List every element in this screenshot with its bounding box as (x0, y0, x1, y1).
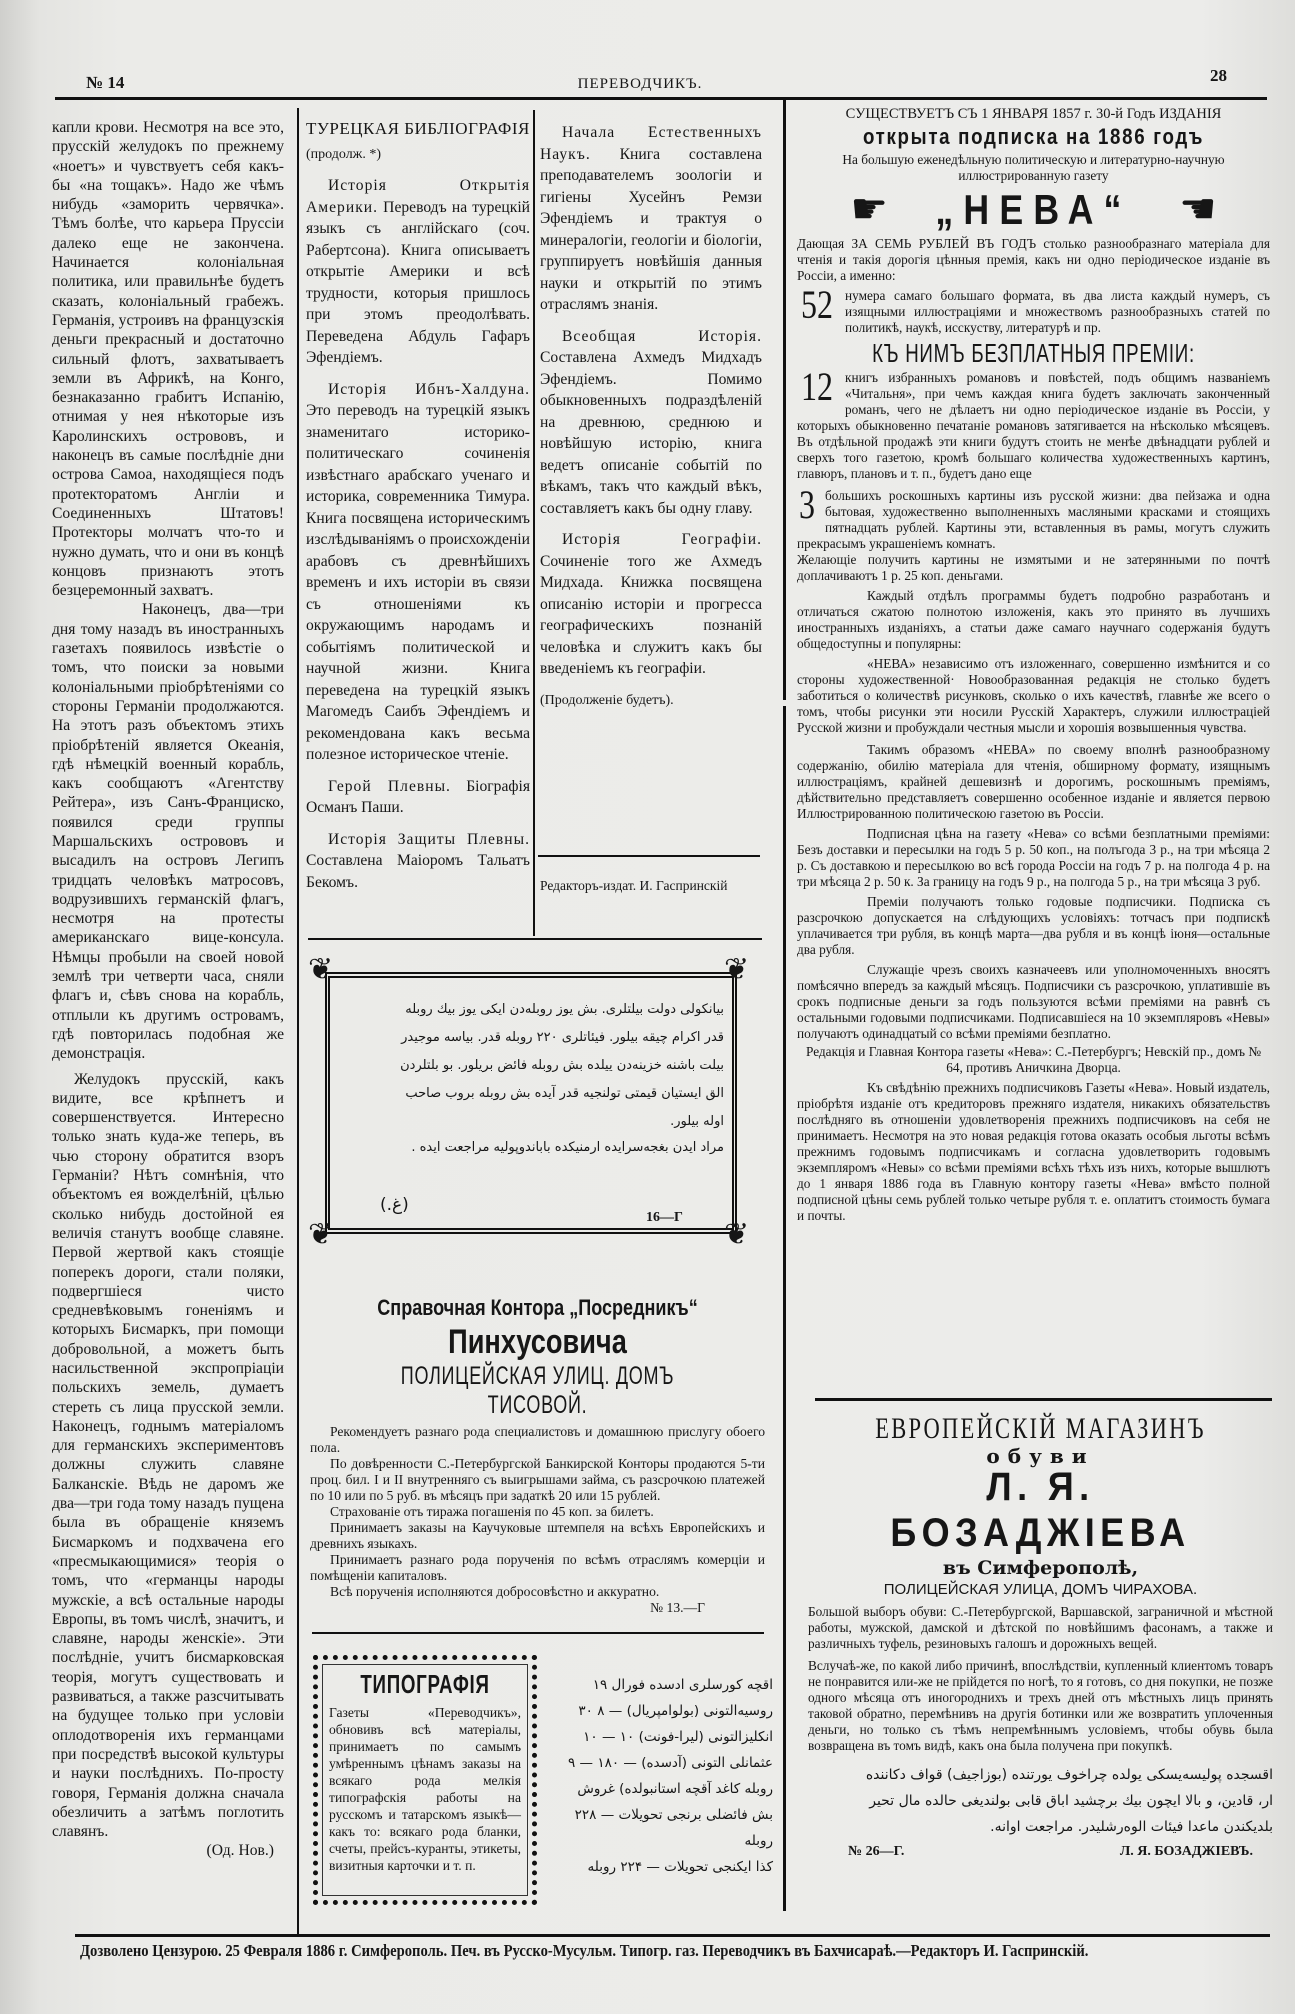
neva-intro: Дающая ЗА СЕМЬ РУБЛЕЙ ВЪ ГОДЪ столько разнообразнаго матеріала для чтенія и такія дорогія цѣнныя премія, какъ ни одно періодическое изданіе въ Россіи, а именно: (797, 236, 1270, 283)
bib-entry-title: Начала Естественныхъ Наукъ. (540, 124, 762, 163)
article-source: (Од. Нов.) (206, 1842, 274, 1860)
bib-entry-text: Это переводъ на турецкій языкъ знаменитаго историко-политическаго сочиненія извѣстнаго арабскаго ученаго и историка, современника Тимура. Книга посвящена историческимъ изслѣдываніямъ о происхожденіи арабовъ съ древнѣйшихъ временъ и ихъ исторіи въ связи съ отношеніями къ окружающимъ народамъ и событіямъ политической и научной жизни. Книга переведена на турецкій языкъ Магомедъ Саибъ Эфендіемъ и рекомендована какъ весьма полезное историческое чтеніе. (306, 402, 530, 763)
neva-premiums-title: КЪ НИМЪ БЕЗПЛАТНЫЯ ПРЕМІИ: (872, 338, 1195, 368)
neva-item: нумера самаго большаго формата, въ два листа каждый нумеръ, съ изящными иллюстраціями и множествомъ разнообразныхъ статей по политикѣ, наукѣ, исскуству, литературѣ и пр. (845, 288, 1270, 335)
sprav-heading: Справочная Контора „Посредникъ“ (377, 1295, 698, 1320)
bib-entry-text: Составлена Маіоромъ Тальатъ Бекомъ. (306, 852, 530, 891)
bib-entry-text: Составлена Ахмедъ Мидхадъ Эфендіемъ. Помимо обыкновенныхъ подраздѣленій на древнюю, среднюю и новѣйшую исторію, книга ведетъ описаніе событій по вѣкамъ, такъ что каждый вѣкъ, составляетъ какъ бы одну главу. (540, 349, 762, 517)
bibliography-col-b (540, 122, 762, 721)
shoe-ad-address: ПОЛИЦЕЙСКАЯ УЛИЦА, ДОМЪ ЧИРАХОВА. (883, 1581, 1198, 1598)
column-divider (533, 110, 535, 936)
section-rule (308, 938, 762, 940)
shoe-ad-paragraph: Большой выборъ обуви: С.-Петербургской, Варшавской, заграничной и мѣстной работы, мужской, дамской и дѣтской по новѣйшимъ фасонамъ, а также и различныхъ туфель, резиновыхъ галошъ и дорожныхъ вещей. (808, 1604, 1273, 1651)
corner-ornament-icon: ❦ (308, 953, 334, 986)
bib-entry (540, 122, 762, 316)
shoe-ad-heading: ЕВРОПЕЙСКІЙ МАГАЗИНЪ (875, 1412, 1206, 1445)
shoe-ad-paragraph: Вслучаѣ-же, по какой либо причинѣ, впослѣдствіи, купленный клиентомъ товаръ не понравится или-же не прійдется по ногѣ, то я готовъ, со дня покупки, не позже одного мѣсяца отъ иногороднихъ и трехъ дней отъ мѣстныхъ лицъ принять таковой обратно, перемѣнивъ на другія ботинки или же возвратить уплоченныя деньги, но только съ тѣмъ непремѣннымъ условіемъ, чтобы обувь была возвращена въ томъ видѣ, какъ она была получена при покупкѣ. (808, 1658, 1273, 1753)
neva-since: СУЩЕСТВУЕТЪ СЪ 1 ЯНВАРЯ 1857 г. 30-й Годъ ИЗДАНІЯ (845, 106, 1222, 122)
neva-paragraph: Служащіе чрезъ своихъ казначеевъ или уполномоченныхъ вносятъ помѣсячно впередъ за каждый мѣсяцъ. Подписчики съ разсрочкою, уплатившіе въ срокъ подписные деньги за годъ пользуются всѣми преміями на равнѣ съ остальными годовыми подписчиками. Подписавшіеся на 10 экземпляровъ «Невы» получаютъ одинадцатый со всѣми преміями безплатно. (797, 962, 1270, 1041)
rate-line: بش فائضلی برنجی تحویلات — ۲۲۸ روبله (574, 1807, 773, 1849)
sprav-ad (310, 1295, 765, 1616)
section-rule (815, 1398, 1272, 1401)
bib-entry-title: Исторія Открытія Америки. (306, 177, 530, 216)
bib-entry (306, 175, 530, 369)
continued-note: (Продолженіе будетъ). (540, 692, 674, 708)
ad-code: № 13.—Г (650, 1600, 705, 1615)
sprav-paragraph: Принимаетъ разнаго рода порученія по всѣмъ отраслямъ комерціи и помѣщеніи капиталовъ. (310, 1552, 765, 1583)
rate-line: كذا ایكنجی تحویلات — ۲۲۴ روبله (587, 1859, 773, 1875)
neva-headline: открыта подписка на 1886 годъ (862, 124, 1205, 149)
corner-ornament-icon: ❦ (724, 1218, 750, 1251)
bibliography-subtitle: (продолж. *) (306, 146, 382, 162)
rate-line: روبله كاغد آقچه استانبولده) غروش (577, 1781, 773, 1797)
bibliography-title: ТУРЕЦКАЯ БИБЛІОГРАФІЯ (306, 119, 530, 138)
rate-line: اقچه كورسلری ادسده فورال ۱۹ (592, 1677, 773, 1693)
header-rule (55, 97, 1267, 100)
exchange-rates (548, 1672, 773, 1880)
rate-line: انكلیزالتونی (لیرا-فونت) ۱۰ — ۱۰ (583, 1729, 773, 1745)
typography-title: ТИПОГРАФІЯ (360, 1669, 490, 1699)
shoe-ad-name: Л. Я. БОЗАДЖІЕВА (890, 1465, 1191, 1555)
footer-rule (75, 1934, 1270, 1937)
bib-entry (306, 379, 530, 766)
sprav-paragraph: Принимаетъ заказы на Каучуковые штемпеля на всѣхъ Европейскихъ и древнихъ языкахъ. (310, 1520, 765, 1551)
issue-number: № 14 (86, 73, 125, 92)
arabic-line: ار، قادین، و بالا ایچون بیك برچشید اباق قابی بولندیغی حالده مال تحیر (869, 1793, 1273, 1809)
article-paragraph: Наконецъ, два—три дня тому назадъ въ иностранныхъ газетахъ появилось извѣстіе о томъ, что поиски за новыми колоніальными пріобрѣтеніями со стороны Германіи продолжаются. На этотъ разъ объектомъ этихъ пріобрѣтеній является Океанія, гдѣ нѣмецкій военный корабль, какъ сообщаютъ «Агентству Рейтера», изъ Санъ-Франциско, появился среди группы Маршальскихъ острововъ и высадилъ на островъ Легипъ тридцать человѣкъ матросовъ, водрузившихъ германскій флагъ, несмотря на протесты американскаго вице-консула. Нѣмцы пробыли на своей новой землѣ три четверти часа, сняли флагъ и, сѣвъ снова на корабль, отплыли къ другимъ островамъ, гдѣ повторилась подобная же демонстрація. (52, 601, 284, 1063)
rate-line: عثمانلی التونی (آدسده) — ۱۸۰ — ۹ (567, 1755, 773, 1771)
bib-entry-text: Сочиненіе того же Ахмедъ Мидхада. Книжка посвящена описанію исторіи и прогресса географическихъ познаній человѣка и служитъ какъ бы введеніемъ къ географіи. (540, 552, 762, 677)
neva-paragraph: Подписная цѣна на газету «Нева» со всѣми безплатными преміями: Безъ доставки и пересылки на годъ 5 р. 50 коп., на полъгода 3 р., на три мѣсяца 2 р. Съ доставкою и пересылкою во всѣ города Россіи на годъ 7 р. на полгода 4 р. на три мѣсяца 2 р. 50 к. За границу на годъ 9 р., на полгода 5 р., на три мѣсяца 3 руб. (797, 826, 1270, 889)
bib-entry-text: Переводъ на турецкій языкъ съ англійскаго (соч. Рабертсона). Книга описываетъ открытіе Америки и всѣ трудности, которыя пришлось при этомъ преодолѣвать. Переведена Абдуль Гафаръ Эфендіемъ. (306, 198, 530, 366)
bib-entry-title: Исторія Ибнъ-Халдуна. (328, 380, 530, 398)
ad-line: مراد ایدن بغجه‌سرایده ارمنیكده باباندوپولیه مراجعت ایده . (411, 1140, 724, 1155)
corner-ornament-icon: ❦ (308, 1218, 334, 1251)
sprav-name: Пинхусовича (448, 1323, 627, 1361)
lottery-ad-initials: (غ.) (380, 1195, 409, 1215)
sprav-paragraph: По довѣренности С.-Петербургской Банкирской Конторы продаются 5-ти проц. бил. I и II внутренняго съ выигрышами займа, съ разсрочкою платежей по 10 или по 5 руб. въ мѣсяцъ при задаткѣ 20 или 15 рублей. (310, 1456, 765, 1503)
rate-line: روسیه‌التونی (بولوامپریال) — ۸ ۳۰ (578, 1703, 773, 1719)
neva-subheadline: На большую еженедѣльную политическую и литературно-научную иллюстрированную газету (842, 152, 1225, 183)
ad-line: بیلت باشنه خزینه‌دن ییلده بش روبله فائض بریلور. بو بلتلردن (400, 1058, 724, 1073)
neva-count: 3 (799, 482, 815, 527)
ad-code: № 26—Г. (848, 1844, 905, 1859)
corner-ornament-icon: ❦ (724, 953, 750, 986)
neva-notice: Къ свѣдѣнію прежнихъ подписчиковъ Газеты «Нева». Новый издатель, пріобрѣтя изданіе отъ кредиторовъ прежняго издателя, никакихъ обязательствъ послѣдняго въ отношеніи удовлетворенія прежнихъ подписчиковъ на себя не принимаетъ. Несмотря на это новая редакція готова оказать особыя льготы всѣмъ прежнимъ годовымъ подписчикамъ и согласна удовлетворить годовымъ экземпляромъ «Невы» со всѣми преміями всѣхъ тѣхъ изъ нихъ, которые вышлютъ до 1 января 1886 года въ Главную контору газеты «Нева» вмѣсто полной подписной цѣны семь рублей только четыре рубля т. е. оплатитъ стоимость бумага и почты. (797, 1080, 1270, 1223)
bib-entry-title: Исторія Защиты Плевны. (328, 830, 530, 848)
section-rule (538, 855, 760, 857)
neva-count: 52 (801, 282, 833, 327)
lottery-ad-text (338, 996, 724, 1160)
bib-entry (306, 829, 530, 894)
arabic-line: بلدیكندن ماعدا فیئات الوەرشلیدر. مراجعت اوانه. (990, 1819, 1273, 1835)
bib-entry-text: Біографія Османъ Паши. (306, 777, 530, 816)
sprav-paragraph: Всѣ порученія исполняются добросовѣстно и аккуратно. (330, 1584, 660, 1599)
bib-entry-title: Исторія Географіи. (562, 531, 762, 548)
shoe-ad-subheading: обуви (986, 1444, 1095, 1468)
bib-entry (540, 326, 762, 520)
article-german-colonial (52, 118, 284, 1918)
section-rule (312, 1632, 764, 1634)
sprav-paragraph: Страхованіе отъ тиража погашенія по 45 коп. за билетъ. (330, 1504, 654, 1519)
ad-line: بیانكولی دولت بیلتلری. بش یوز روبله‌دن ایكی یوز بیك روبله (405, 1002, 724, 1017)
article-paragraph: Желудокъ прусскій, какъ видите, все крѣпнетъ и совершенствуется. Интересно только знать куда-же теперь, въ чью сторону обратится взоръ Германіи? Нѣтъ сомнѣнія, что объектомъ ея вожделѣній, цѣлью сколько нибудь достойной ея величія станутъ вообще славяне. Первой жертвой какъ стоящіе поперекъ дороги, стали поляки, подвергшіеся чисто средневѣковымъ гоненіямъ и которыхъ Бисмаркъ, при помощи добровольной, а можетъ быть насильственной экспропріаціи польскихъ земель, думаетъ стереть съ лица прусской земли. Наконецъ, годнымъ матеріаломъ для германскихъ экспериментовъ должны служить славяне Балканскіе. Вѣдь не даромъ же два—три года тому назадъ пущена была въ обращеніе княземъ Бисмаркомъ и подхвачена его «пресмыкающимися» теорія о томъ, что «германцы народы мужскіе, а всѣ остальные народы Европы, въ томъ числѣ, значитъ, и славяне, народы женскіе». Эти послѣдніе, учитъ бисмарковская теорія, могутъ существовать и развиваться, а также разсчитывать на будущее только при условіи оплодотворенія ихъ германцами при посредствѣ высокой культуры и науки послѣднихъ. По-просту говоря, Германія должна сначала обезличить а затѣмъ поглотить славянъ. (52, 1070, 284, 1841)
bib-entry (306, 776, 530, 819)
neva-paragraph: Желающіе получить картины не измятыми и не затерянными по почтѣ доплачиваютъ 1 р. 25 коп. деньгами. (797, 552, 1270, 583)
pointing-hand-right-icon: ☛ (850, 187, 889, 233)
article-paragraph: капли крови. Несмотря на все это, прусскій желудокъ по прежнему «ноетъ» и чувствуетъ себя какъ-бы «на тощакъ». Надо же чѣмъ нибудь «заморить червячка». Тѣмъ болѣе, что карьера Пруссіи далеко еще не закончена. Начинается колоніальная политика, или правильнѣе будетъ сказать, колоніальный грабежъ. Германія, устроивъ на французскія деньги прекрасный и достаточно сильный флотъ, захватываетъ земли въ Африкѣ, на Конго, безнаказанно грабитъ Испанію, отнимая у нея нѣкоторые изъ Каролинскихъ острововъ, и наконецъ въ самые послѣдніе дни острова Самоа, находящіеся подъ протекторатомъ Англіи и Соединенныхъ Штатовъ! Протекторы молчатъ что-то и нужно думать, что и они въ концѣ концовъ признаютъ этотъ безцеремонный захватъ. (52, 119, 284, 600)
column-divider (783, 100, 786, 700)
ad-line: اوله بیلور. (670, 1114, 724, 1129)
shoe-ad-signature: Л. Я. БОЗАДЖІЕВЪ. (1119, 1844, 1253, 1859)
neva-paragraph: Такимъ образомъ «НЕВА» по своему вполнѣ разнообразному содержанію, обилію матеріала для чтенія, обширному формату, изящнымъ иллюстраціямъ, крайней дешевизнѣ и дорогимъ, роскошнымъ преміямъ, дѣйствительно представляетъ совершенно особенное изданіе и является первою Иллюстрированною политическою газетою въ Россіи. (797, 742, 1270, 821)
column-divider (297, 108, 299, 1936)
shoe-ad-city: въ Симферополѣ, (942, 1557, 1139, 1579)
ad-line: قدر اكرام چیقه بیلور. فیئاتلری ۲۲۰ روبله قدر. بیاسه موجیدر (401, 1030, 724, 1045)
neva-ad (797, 106, 1270, 1371)
neva-paragraph: Преміи получаютъ только годовые подписчики. Подписка съ разсрочкою допускается на слѣдующихъ условіяхъ: тотчасъ при подпискѣ уплачивается три рубля, въ концѣ марта—два рубля и въ концѣ іюня—остальные два рубля. (797, 894, 1270, 957)
shoe-ad-arabic (808, 1762, 1273, 1840)
editor-credit: Редакторъ-издат. И. Гаспринскій (540, 878, 728, 893)
bibliography-col-a (306, 118, 530, 903)
shoe-store-ad (808, 1410, 1273, 1860)
neva-item: книгъ избранныхъ романовъ и повѣстей, подъ общимъ названіемъ «Читальня», при чемъ каждая книга будетъ заключать законченный романъ, чего не дѣлаетъ ни одно періодическое изданіе въ Россіи, у которыхъ обыкновенно печатаніе романовъ затягивается на нѣсколько мѣсяцевъ. Въ отдѣльной продажѣ эти книги будутъ стоить не менѣе двѣнадцати рублей и сверхъ того газетою, кромѣ большаго количества художественныхъ картинъ, главюръ, плановъ и т. п., будетъ дано еще (797, 370, 1270, 481)
ad-code: 16—Г (646, 1210, 683, 1225)
bib-entry-title: Герой Плевны. (328, 777, 451, 795)
typography-text: Газеты «Переводчикъ», обновивъ всѣ матеріалы, принимаетъ по самымъ умѣреннымъ цѣнамъ заказы на всякаго рода мелкія типографскія работы на русскомъ и татарскомъ языкѣ—какъ то: всякаго рода бланки, счеты, прейсъ-куранты, этикеты, визитныя карточки и т. п. (329, 1705, 521, 1873)
neva-office: Редакція и Главная Контора газеты «Нева»: С.-Петербургъ; Невскій пр., домъ № 64, противъ Аничкина Дворца. (805, 1044, 1262, 1075)
pointing-hand-left-icon: ☚ (1178, 187, 1217, 233)
column-divider (783, 706, 786, 1911)
neva-paragraph: Каждый отдѣлъ программы будетъ подробно разработанъ и отличаться сжатою полнотою изложенія, какъ это принято въ лучшихъ иностранныхъ изданіяхъ, а статьи даже самаго научнаго содержанія будутъ общедоступны и популярны: (797, 588, 1270, 651)
bib-entry-text: Книга составлена преподавателемъ зоологіи и гигіены Хусейнъ Ремзи Эфендіемъ и трактуя о минералогіи, геологіи и біологіи, группируетъ новѣйшія данныя науки и открытій по этимъ отраслямъ знанія. (540, 145, 762, 313)
footer-imprint: Дозволено Цензурою. 25 Февраля 1886 г. Симферополь. Печ. въ Русско-Мусульм. Типогр. газ. Переводчикъ въ Бахчисараѣ.—Редакторъ И. Гаспринскій. (80, 1941, 1089, 1960)
page-number: 28 (1210, 66, 1227, 85)
bib-entry-title: Всеобщая Исторія. (562, 327, 762, 345)
neva-name: „НЕВА“ (935, 186, 1132, 233)
bib-entry (540, 529, 762, 680)
typography-ad (313, 1655, 537, 1905)
ad-line: الق ایستیان قیمتی تولنجیه قدر آیده بش روبله بروب صاحب (405, 1086, 724, 1101)
sprav-paragraph: Рекомендуетъ разнаго рода специалистовъ и домашнюю прислугу обоего пола. (310, 1424, 765, 1455)
sprav-address: ПОЛИЦЕЙСКАЯ УЛИЦ. ДОМЪ ТИСОВОЙ. (400, 1362, 675, 1419)
neva-count: 12 (801, 364, 833, 409)
newspaper-title: ПЕРЕВОДЧИКЪ. (577, 76, 703, 92)
neva-paragraph: «НЕВА» независимо отъ изложеннаго, совершенно измѣнится и со стороны художественной· Новообразованная редакція не столько будетъ заботиться о количествѣ рисунковъ, сколько о ихъ качествѣ, главнѣе же всего о томъ, чтобы рисунки эти носили Русскій Характеръ, служили иллюстраціей Русской жизни и пробуждали честныя мысли и хорошія возвышенныя чувства. (797, 656, 1270, 735)
neva-item: большихъ роскошныхъ картины изъ русской жизни: два пейзажа и одна бытовая, художественно выполненныхъ масляными красками и стоящихъ пятнадцать рублей. Картины эти, вставленныя въ рамы, могутъ служить прекрасымъ украшеніемъ комнатъ. (797, 488, 1270, 551)
arabic-line: اقسجده پولیسه‌یسكی یولده چراخوف یورتنده (بوزاجیف) قواف دكاننده (865, 1767, 1273, 1783)
